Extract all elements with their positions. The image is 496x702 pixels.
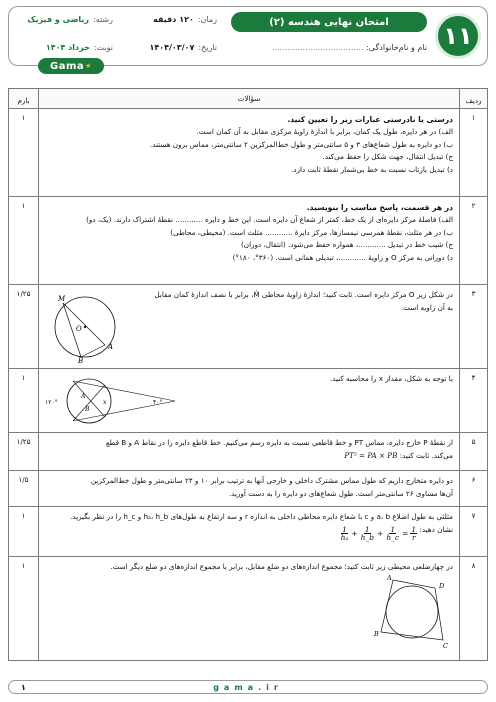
question-cell [39, 285, 460, 369]
footer-url[interactable]: gama.ir [213, 682, 283, 692]
question-cell [39, 471, 460, 507]
table-row [9, 369, 488, 433]
question-title: در هر قسمت، پاسخ مناسب را بنویسید. [306, 203, 453, 212]
figure-label: B [85, 406, 90, 413]
gama-logo [38, 58, 104, 74]
fraction [385, 526, 400, 542]
exam-header [8, 6, 488, 66]
figure-label: D [439, 581, 445, 590]
question-text [330, 373, 453, 386]
row-num: ۵ [460, 433, 488, 471]
question-cell [39, 507, 460, 557]
table-row [9, 285, 488, 369]
question-line-with-formula [45, 450, 453, 463]
plus-sign: + [377, 529, 384, 539]
row-score: ۱/۵ [9, 471, 39, 507]
session-label: نوبت: [93, 43, 113, 52]
circle-inscribed-angle-figure [45, 289, 125, 363]
row-num: ۷ [460, 507, 488, 557]
plus-sign: + [351, 529, 358, 539]
figure-label: ۴۰° [153, 399, 163, 406]
row-score: ۱/۲۵ [9, 285, 39, 369]
row-score: ۱/۲۵ [9, 433, 39, 471]
fraction [410, 526, 417, 542]
denominator: h_c [386, 533, 400, 543]
name-label: نام و نام‌خانوادگی: [366, 43, 427, 52]
page-footer [8, 680, 488, 694]
circle-secant-figure [45, 373, 185, 427]
question-line: ج) تبدیل انتقال، جهت شکل را حفظ می‌کند. [322, 152, 453, 162]
date-label: تاریخ: [198, 43, 217, 52]
question-cell [39, 557, 460, 661]
row-num: ۲ [460, 197, 488, 285]
table-row [9, 557, 488, 661]
question-line: الف) در هر دایره، طول یک کمان، برابر با اندازهٔ زاویهٔ مرکزی مقابل به آن کمان است. [196, 127, 453, 137]
reciprocal-heights-formula [340, 526, 418, 542]
question-line: به آن زاویه است. [400, 302, 453, 312]
equals-sign: = [402, 529, 409, 539]
student-name-line [272, 43, 427, 52]
row-score: ۱ [9, 557, 39, 661]
denominator: h_b [360, 533, 375, 543]
time-value: ۱۲۰ دقیقه [153, 15, 194, 24]
question-line: دو دایره متخارج داریم که طول مماس مشترک داخلی و خارجی آنها به ترتیب برابر ۱۰ و ۲۴ سانتی‌متر و طول خط‌المرکزین [90, 476, 453, 485]
denominator: hₐ [340, 533, 349, 543]
time-label: زمان: [197, 15, 217, 24]
fraction [360, 526, 375, 542]
question-line: ج) شیب خط در تبدیل ............، همواره حفظ می‌شود. (انتقال، دوران) [240, 240, 453, 250]
tangential-quadrilateral-figure [373, 574, 453, 652]
fraction [340, 526, 350, 542]
figure-label: A [81, 393, 86, 400]
date-meta [149, 43, 217, 52]
grade-badge: ۱۱ [435, 13, 481, 59]
question-line: در شکل زیر O مرکز دایره است. ثابت کنید؛ اندازهٔ زاویهٔ محاطی M̂، برابر با نصف اندازهٔ کمان مقابل [154, 290, 453, 299]
table-row [9, 507, 488, 557]
question-cell [39, 369, 460, 433]
time-meta [153, 15, 217, 24]
row-num: ۴ [460, 369, 488, 433]
figure-label: x [103, 399, 107, 406]
page-number: ۱ [21, 682, 26, 692]
question-cell [39, 197, 460, 285]
exam-title: امتحان نهایی هندسه (۲) [231, 12, 427, 32]
row-score: ۱ [9, 197, 39, 285]
numerator: 1 [411, 524, 417, 534]
question-line: مثلثی به طول اضلاع a، b و c با شعاع دایره محاطی داخلی به اندازه r و سه ارتفاع به طول‌های hₐ، h_b و h_c را در نظر بگیرید. [70, 512, 453, 521]
field-label: رشته: [93, 15, 113, 24]
questions-table [8, 88, 488, 661]
question-line: می‌کند. ثابت کنید: [399, 450, 453, 460]
question-title: درستی یا نادرستی عبارات زیر را تعیین کنید. [287, 115, 453, 124]
session-value: خرداد ۱۴۰۴ [45, 43, 90, 52]
row-num: ۸ [460, 557, 488, 661]
table-header-row [9, 89, 488, 109]
question-line: د) دورانی به مرکز O و زاویهٔ ............، تبدیلی همانی است. (۳۶۰°، ۱۸۰°) [232, 253, 453, 263]
question-line: از نقطهٔ P خارج دایره، مماس PT و خط قاطعی نسبت به دایره رسم می‌کنیم. خط قاطع دایره را در نقاط A و B قطع [105, 438, 453, 447]
figure-label: A [387, 573, 392, 582]
exam-page [8, 6, 488, 696]
question-cell [39, 433, 460, 471]
date-value: ۱۴۰۴/۰۳/۰۷ [149, 43, 195, 52]
question-text [154, 289, 453, 314]
figure-label: O [76, 325, 82, 333]
figure-label: B [78, 357, 84, 363]
figure-label: C [443, 641, 448, 650]
row-num: ۱ [460, 109, 488, 197]
question-line: ب) در هر مثلث، نقطهٔ همرسی نیمسازها، مرکز دایرهٔ ............ مثلث است. (محیطی، محاطی) [170, 227, 453, 237]
numerator: 1 [342, 524, 347, 534]
figure-label: ۱۲۰° [45, 399, 58, 406]
field-meta [27, 15, 113, 24]
row-score: ۱ [9, 369, 39, 433]
denominator: r [411, 533, 416, 543]
row-num: ۳ [460, 285, 488, 369]
row-score: ۱ [9, 109, 39, 197]
row-score: ۱ [9, 507, 39, 557]
question-cell [39, 109, 460, 197]
question-line: در چهارضلعی محیطی زیر ثابت کنید؛ مجموع اندازه‌های دو ضلع مقابل، برابر با مجموع اندازه‌های دو ضلع دیگر است. [110, 562, 453, 571]
name-dots: .................................... [272, 43, 364, 52]
table-row [9, 433, 488, 471]
row-num: ۶ [460, 471, 488, 507]
numerator: 1 [390, 524, 396, 534]
header-score: بارم [9, 89, 39, 109]
formula: PT² = PA × PB [344, 450, 398, 460]
field-value: ریاضی و فیزیک [27, 15, 90, 24]
figure-label: M [58, 295, 66, 303]
header-questions: سؤالات [39, 89, 460, 109]
figure-label: B [374, 629, 379, 638]
header-num: ردیف [460, 89, 488, 109]
logo-star-icon: ★ [85, 62, 92, 70]
question-line: آن‌ها مساوی ۲۶ سانتی‌متر است. طول شعاع‌های دو دایره را به دست آورید. [228, 488, 453, 498]
question-line: نشان دهید: [419, 524, 453, 534]
logo-text: Gama [50, 60, 85, 72]
question-line: د) تبدیل بازتاب نسبت به خط بی‌شمار نقطهٔ ثابت دارد. [291, 165, 453, 175]
numerator: 1 [364, 524, 370, 534]
question-line: ب) دو دایره به طول شعاع‌های ۳ و ۵ سانتی‌متر و طول خط‌المرکزین ۲ سانتی‌متر، مماس برون هستند. [149, 139, 453, 149]
question-line: الف) فاصلهٔ مرکز دایره‌ای از یک خط، کمتر از شعاع آن دایره است. این خط و دایره ............ نقطهٔ اشتراک دارند. (یک، دو) [86, 215, 453, 225]
table-row [9, 471, 488, 507]
question-line: با توجه به شکل، مقدار x را محاسبه کنید. [329, 374, 453, 383]
session-meta [46, 43, 113, 52]
table-row [9, 109, 488, 197]
question-line-with-formula [45, 524, 453, 542]
table-row [9, 197, 488, 285]
figure-label: A [108, 343, 114, 351]
